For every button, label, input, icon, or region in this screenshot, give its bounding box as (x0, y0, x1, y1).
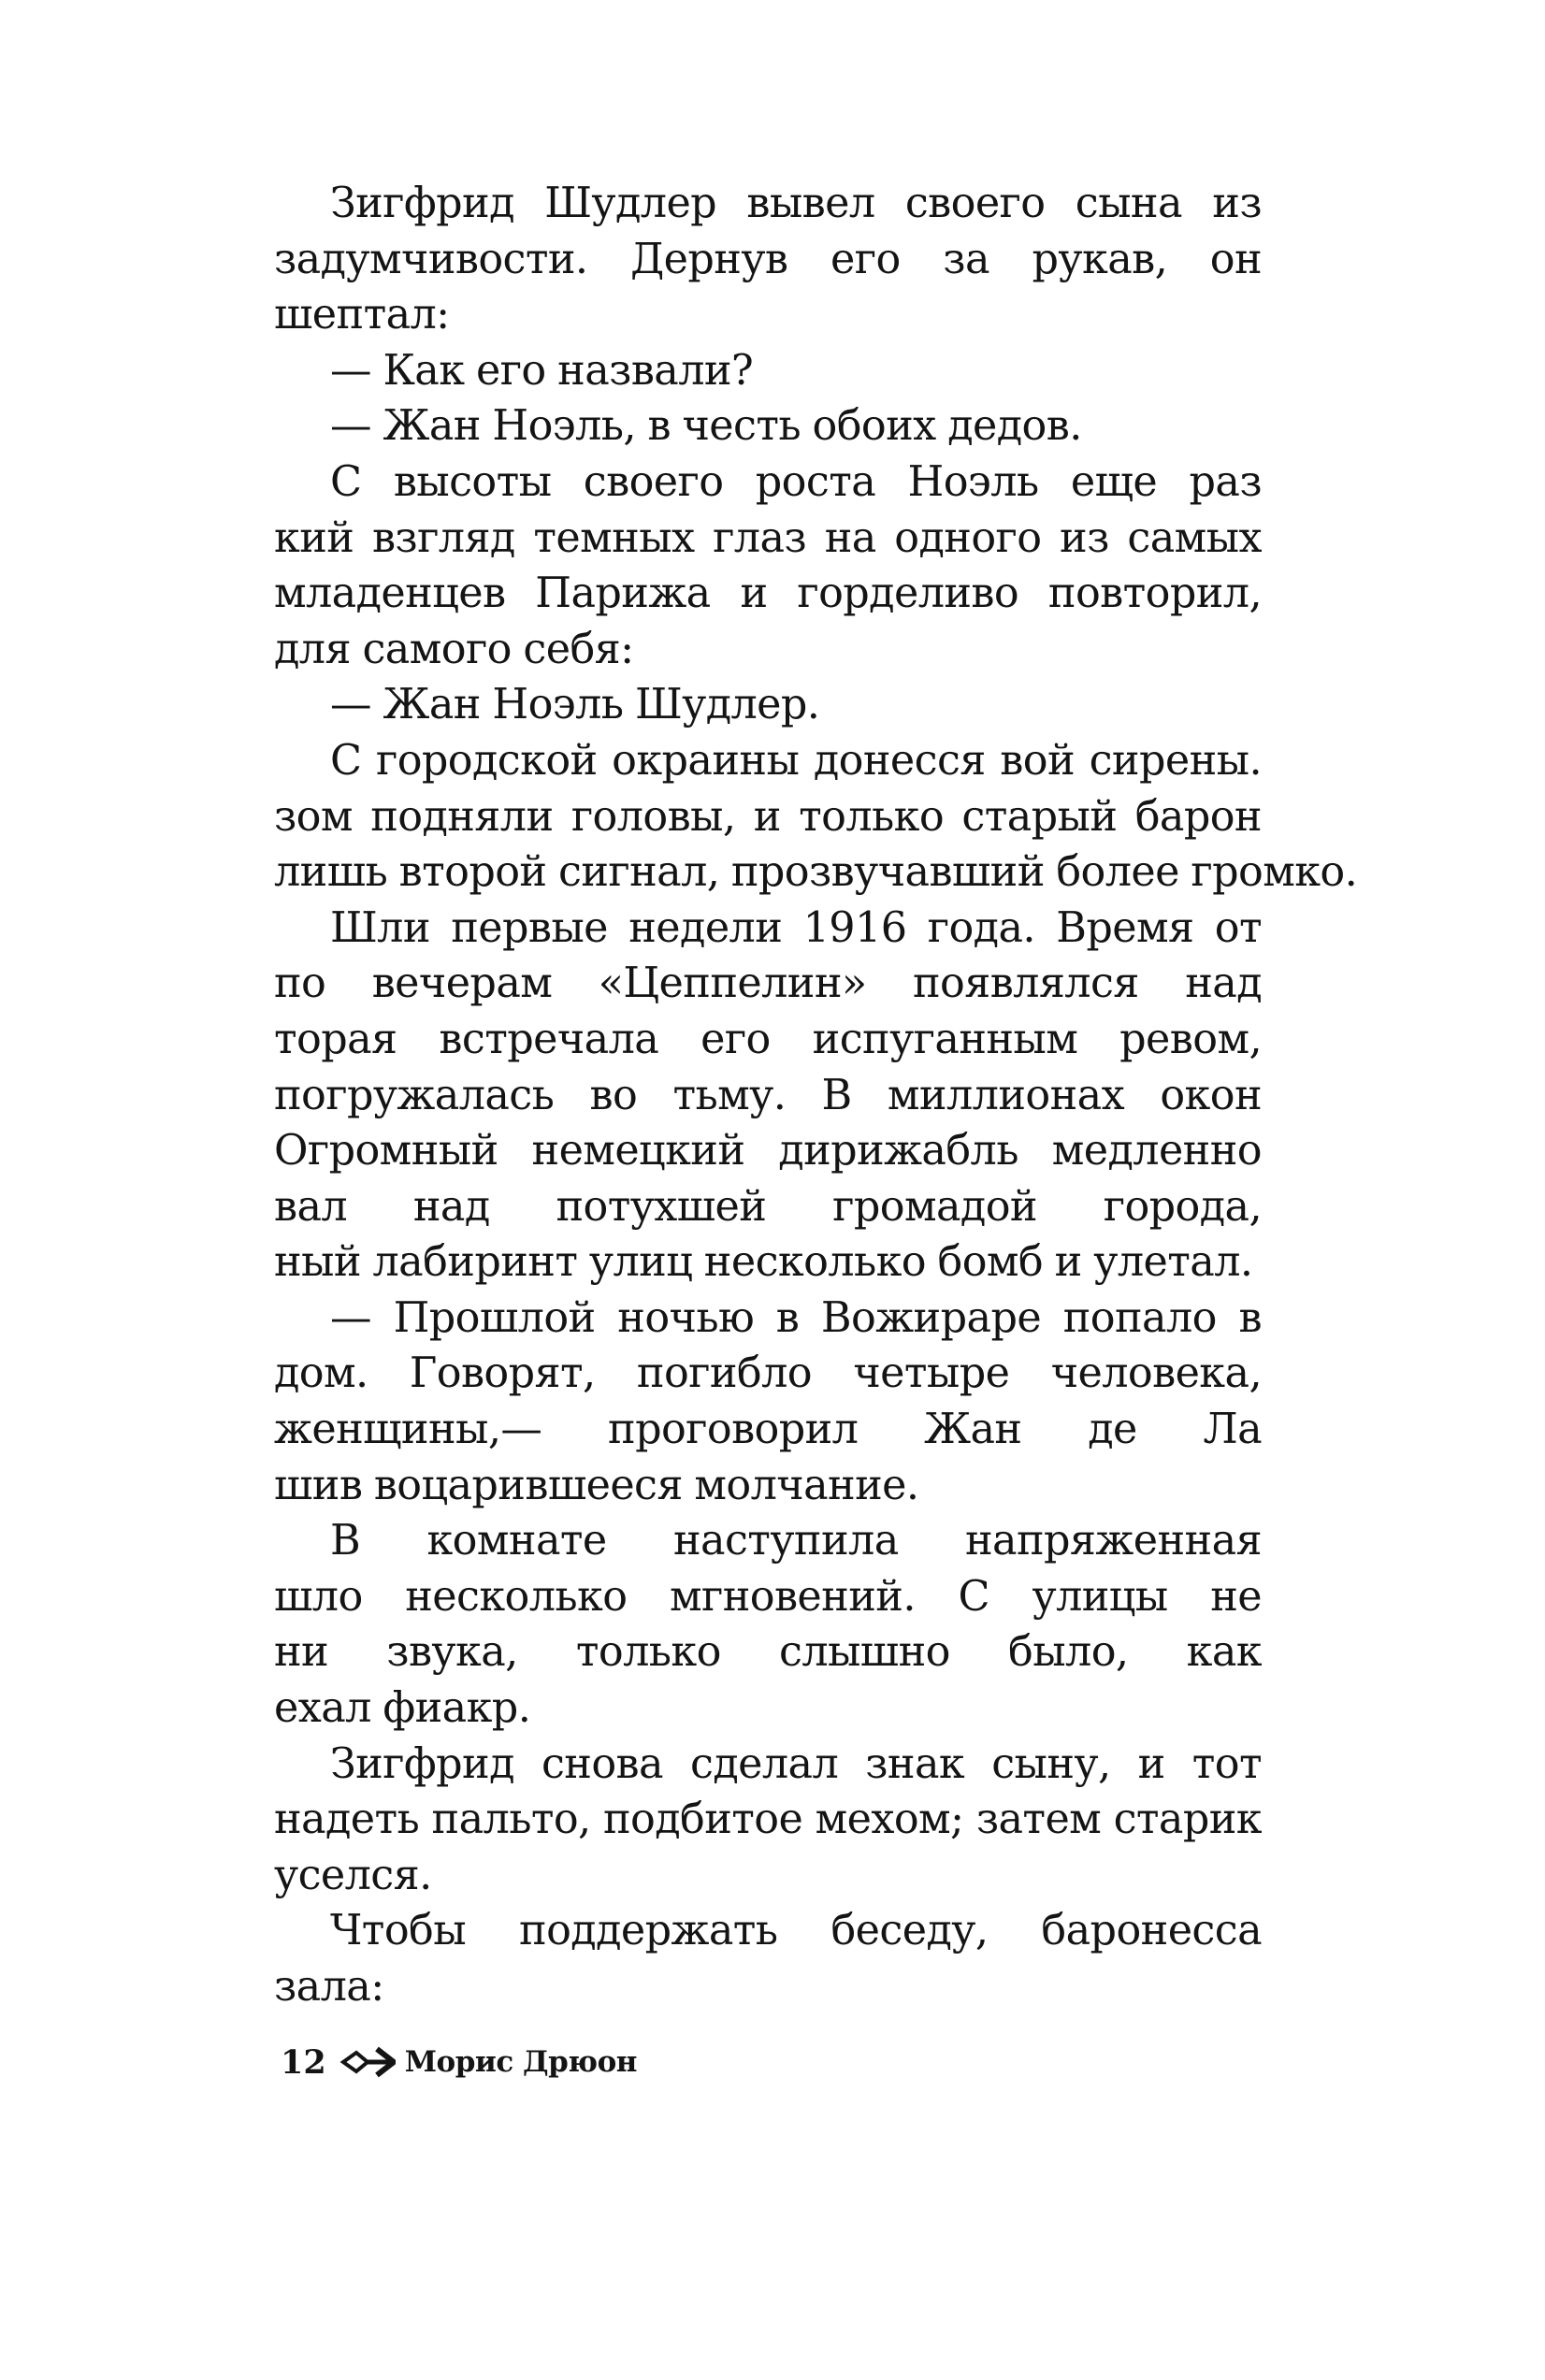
text-line: В комнате наступила напряженная (330, 1517, 1262, 1565)
text-line: ни звука, только слышно было, как (274, 1628, 1262, 1677)
dialogue-line: женщины,— проговорил Жан де Ла (274, 1406, 1262, 1454)
text-line: шептал: (274, 291, 450, 339)
dialogue-line: — Жан Ноэль Шудлер. (330, 681, 820, 729)
text-line: зала: (274, 1963, 384, 2011)
text-line: уселся. (274, 1851, 432, 1899)
text-line: по вечерам «Цеппелин» появлялся над (274, 959, 1262, 1008)
text-line: торая встречала его испуганным ревом, (274, 1015, 1262, 1063)
text-line: шло несколько мгновений. С улицы не (274, 1572, 1262, 1621)
text-line: Зигфрид снова сделал знак сыну, и тот (330, 1739, 1262, 1788)
dialogue-line: — Прошлой ночью в Вожираре попало в (330, 1293, 1262, 1342)
dialogue-line: шив воцарившееся молчание. (274, 1461, 919, 1509)
text-line: С городской окраины донесся вой сирены. (330, 736, 1262, 785)
page-number: 12 (281, 2042, 326, 2082)
text-line: для самого себя: (274, 625, 634, 673)
text-line: Шли первые недели 1916 года. Время от (330, 903, 1262, 952)
text-line: ный лабиринт улиц несколько бомб и улетал. (274, 1238, 1253, 1287)
text-line: зом подняли головы, и только старый барон (274, 792, 1262, 841)
text-line: погружалась во тьму. В миллионах окон (274, 1071, 1262, 1119)
body-text (274, 176, 1358, 2015)
text-line: вал над потухшей громадой города, (274, 1182, 1262, 1231)
text-line: С высоты своего роста Ноэль еще раз (330, 457, 1262, 506)
text-line: Огромный немецкий дирижабль медленно (274, 1127, 1262, 1176)
arrow-ornament-icon (339, 2045, 396, 2079)
page-footer (281, 2039, 637, 2085)
dialogue-line: дом. Говорят, погибло четыре человека, (274, 1349, 1262, 1398)
text-line: младенцев Парижа и горделиво повторил, (274, 570, 1262, 618)
dialogue-line: — Жан Ноэль, в честь обоих дедов. (330, 402, 1082, 451)
text-line: Зигфрид Шудлер вывел своего сына из (330, 180, 1262, 227)
dialogue-line: — Как его назвали? (330, 346, 754, 395)
text-line: кий взгляд темных глаз на одного из самых (274, 513, 1262, 562)
text-line: лишь второй сигнал, прозвучавший более громко. (274, 848, 1358, 897)
text-line: надеть пальто, подбитое мехом; затем старик (274, 1796, 1262, 1844)
author-name: Морис Дрюон (404, 2045, 637, 2079)
text-line: ехал фиакр. (274, 1684, 531, 1733)
text-line: Чтобы поддержать беседу, баронесса (330, 1907, 1262, 1955)
text-line: задумчивости. Дернув его за рукав, он (274, 235, 1262, 283)
